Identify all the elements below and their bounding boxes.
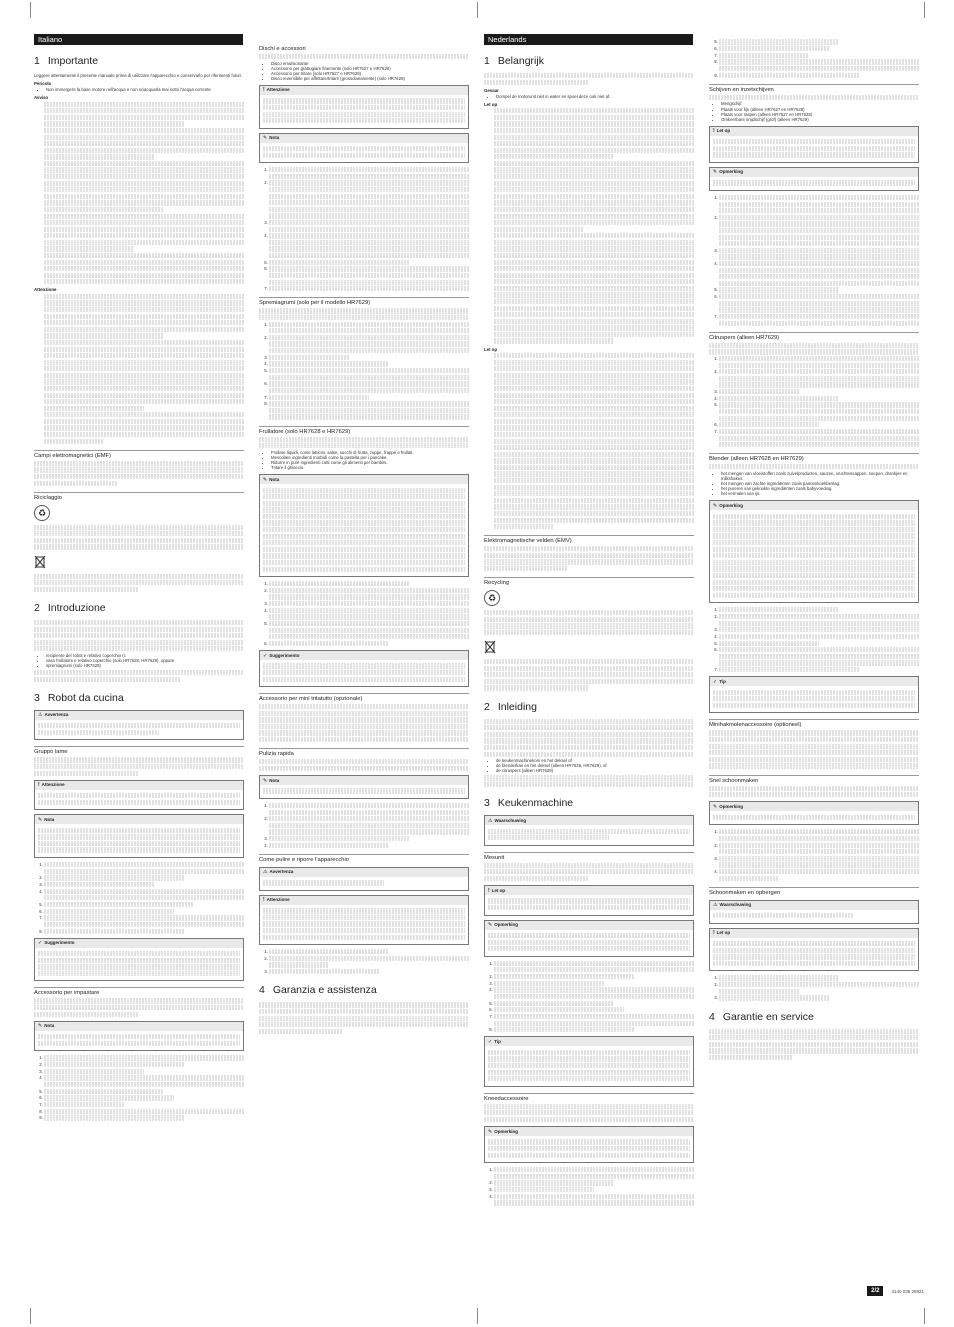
weee-logo — [484, 639, 694, 655]
step-list — [484, 1167, 694, 1205]
caution-icon: ! — [713, 930, 715, 937]
recycle-logo — [484, 590, 694, 606]
caution-box: ! Let op — [484, 885, 694, 916]
subsection-title: Spremiagrumi (solo per il modello HR7629) — [259, 297, 469, 306]
danger-list: • Non immergere la base motore nell'acqua e non sciacquarla mai sotto l'acqua corrente. — [34, 87, 244, 92]
subsection-title: Dischi e accessori — [259, 46, 306, 52]
page-dutch — [484, 34, 924, 1296]
caution-box: ! Let op — [709, 126, 919, 163]
blender-use-list: • het mengen van vloeistoffen zoals zuivelproducten, sauzen, vruchtensappen, soepen, drankjes en milkshakes. • het mengen van zachte ingrediënten zoals pannenkoekbeslag. • het pureren van gekookte ingrediënten zoals babyvoeding. • het vermalen van ijs. — [709, 471, 919, 496]
warning-icon: ⚠ — [713, 902, 718, 909]
disc-list: • Mengschijf • Plaats voor fijn (alleen HR7627 en HR7628) • Plaats voor raspen (alleen HR7627 en HR7628) • Omkeerbare snijdschijf (grof) (alleen HR7629) — [709, 101, 919, 121]
body-text-block — [484, 659, 694, 691]
subsection-title: Accessorio per impastare — [34, 987, 244, 996]
body-text-block — [259, 437, 469, 449]
section-title: 4 Garanzia e assistenza — [259, 984, 377, 997]
step-list — [34, 862, 244, 934]
page-footer — [867, 1286, 924, 1296]
subsection-title: Come pulire e riporre l'apparecchio — [259, 854, 469, 863]
note-icon: ✎ — [488, 922, 493, 929]
body-text-block — [34, 998, 244, 1016]
subsection-title: Kneedaccessoire — [484, 1093, 694, 1102]
crop-mark — [477, 1308, 478, 1324]
tip-box: ✓ Suggerimento — [34, 938, 244, 982]
note-box: ✎ Nota — [34, 814, 244, 858]
note-box: ✎ Opmerking — [709, 500, 919, 603]
subsection-title: Citruspers (alleen HR7629) — [709, 332, 919, 341]
body-text-block — [259, 704, 469, 742]
warning-icon: ⚠ — [263, 869, 268, 876]
section-title: 2 Inleiding — [484, 700, 537, 713]
body-text-block — [709, 730, 919, 768]
subheading: Gevaar — [484, 87, 499, 93]
crossed-bin-icon — [34, 554, 46, 570]
body-text-block — [34, 620, 244, 652]
subheading: Attenzione — [34, 287, 57, 293]
body-text-block — [484, 108, 694, 343]
body-text-block — [484, 610, 694, 635]
step-list — [484, 961, 694, 1033]
body-text-block — [34, 294, 244, 444]
tip-box: ✓ Suggerimento — [259, 650, 469, 687]
caution-icon: ! — [38, 782, 40, 789]
body-text-block — [34, 574, 244, 592]
body-text-block — [484, 353, 694, 529]
subheading: Avviso — [34, 95, 49, 101]
component-list: • recipiente del robot e relativo coperchio (c • vaso frullatore e relativo coperchio (solo HR7628, HR7629), oppure • spremiagrumi (solo HR7629) — [34, 653, 244, 668]
crop-mark — [924, 2, 925, 18]
note-icon: ✎ — [38, 816, 43, 823]
note-box: ✎ Nota — [259, 775, 469, 799]
body-text-block — [484, 719, 694, 757]
step-list — [709, 195, 919, 326]
caution-icon: ! — [488, 887, 490, 894]
subsection-title: Mesunit — [484, 852, 694, 861]
document-code: 3140 035 28921 — [891, 1288, 924, 1294]
note-icon: ✎ — [713, 502, 718, 509]
caution-icon: ! — [713, 128, 715, 135]
tip-icon: ✓ — [38, 940, 43, 947]
crop-mark — [477, 2, 478, 18]
subsection-title: Recycling — [484, 577, 694, 586]
note-icon: ✎ — [38, 1023, 43, 1030]
crop-mark — [30, 2, 31, 18]
note-box: ✎ Opmerking — [484, 1126, 694, 1163]
subsection-title: Schijven en inzetschijven — [709, 84, 919, 93]
caution-box: ! Attenzione — [259, 895, 469, 945]
crossed-bin-icon — [484, 639, 496, 655]
note-icon: ✎ — [488, 1128, 493, 1135]
warning-icon: ⚠ — [488, 817, 493, 824]
subsection-title: Accessorio per mini tritatutto (opzionale) — [259, 693, 469, 702]
note-icon: ✎ — [713, 803, 718, 810]
step-list — [709, 975, 919, 1000]
subsection-title: Campi elettromagnetici (EMF) — [34, 450, 244, 459]
crop-mark — [30, 1308, 31, 1324]
step-list — [709, 39, 919, 78]
body-text-block — [34, 670, 244, 682]
step-list — [709, 607, 919, 672]
note-box: ✎ Nota — [259, 474, 469, 577]
caution-box: ! Attenzione — [259, 85, 469, 129]
note-icon: ✎ — [263, 135, 268, 142]
note-icon: ✎ — [263, 777, 268, 784]
language-tab: Nederlands — [484, 34, 693, 45]
subheading: Let op — [484, 346, 498, 352]
section-title: 1 Importante — [34, 55, 99, 67]
blender-use-list: • Frullare liquidi, come latticini, salse, succhi di frutta, zuppe, frappè e frullati. • Mescolare ingredienti morbidi come la pastella per i pancake. • Ridurre in purè ingredienti cotti come gli alimenti per bambini. • Tritare il ghiaccio. — [259, 450, 469, 470]
note-icon: ✎ — [263, 476, 268, 483]
step-list — [259, 949, 469, 974]
warning-box: ⚠ Waarschuwing — [484, 815, 694, 846]
body-text-block — [34, 461, 244, 486]
subsection-title: Elektromagnetische velden (EMV) — [484, 535, 694, 544]
subsection-title: Pulizia rapida — [259, 748, 469, 757]
tip-icon: ✓ — [713, 678, 718, 685]
warning-box: ⚠ Waarschuwing — [709, 900, 919, 924]
body-text-block — [34, 757, 244, 775]
step-list — [259, 803, 469, 848]
body-text-block — [259, 759, 469, 771]
body-text-block — [709, 343, 919, 355]
warning-icon: ⚠ — [38, 712, 43, 719]
subsection-title: Riciclaggio — [34, 492, 244, 501]
section-title: 2 Introduzione — [34, 601, 106, 614]
body-text-block — [484, 546, 694, 571]
warning-box: ⚠ Avvertenza — [34, 710, 244, 741]
step-list — [259, 167, 469, 291]
body-text-block — [34, 102, 244, 285]
subheading: Pericolo — [34, 81, 52, 87]
tip-box: ✓ Tip — [709, 676, 919, 713]
section-title: 3 Robot da cucina — [34, 691, 124, 704]
column-1 — [484, 34, 694, 1208]
body-text-block — [709, 95, 919, 100]
danger-list: • Dompel de motorunit niet in water en spoel deze ook niet af. — [484, 94, 694, 99]
step-list — [259, 322, 469, 420]
tip-icon: ✓ — [263, 652, 268, 659]
column-1 — [34, 34, 244, 1123]
step-list — [259, 581, 469, 646]
caution-box: ! Let op — [709, 928, 919, 972]
section-title: 1 Belangrijk — [484, 55, 544, 67]
warning-box: ⚠ Avvertenza — [259, 867, 469, 891]
recycle-icon: ♻ — [34, 505, 50, 521]
recycle-icon: ♻ — [484, 590, 500, 606]
note-box: ✎ Nota — [259, 133, 469, 164]
body-text-block — [484, 1104, 694, 1122]
accessory-list: • Disco emulsionante • Accessorio per grattugiare finemente (solo HR7627 e HR7628) • Accessorio per tritare (solo HR7627 e HR7628) • Disco reversibile per affettare/tritare (grossolanamente) (solo HR7629) — [259, 61, 469, 81]
body-text-block — [484, 863, 694, 881]
body-text-block — [259, 1002, 469, 1034]
body-text-block — [259, 308, 469, 320]
intro-text: Leggere attentamente il presente manuale prima di utilizzare l'apparecchio e conservarlo per riferimenti futuri. — [34, 73, 243, 78]
subsection-title: Blender (alleen HR7628 en HR7629) — [709, 453, 919, 462]
body-text-block — [709, 464, 919, 469]
body-text-block — [259, 54, 469, 59]
body-text-block — [709, 1029, 919, 1061]
crop-mark — [924, 1308, 925, 1324]
weee-logo — [34, 554, 244, 570]
body-text-block — [484, 775, 694, 787]
recycle-logo — [34, 505, 244, 521]
caution-box: ! Attenzione — [34, 780, 244, 811]
step-list — [709, 356, 919, 447]
caution-icon: ! — [263, 897, 265, 904]
section-title: 4 Garantie en service — [709, 1010, 814, 1023]
subsection-title: Schoonmaken en opbergen — [709, 887, 919, 896]
subsection-title: Gruppo lame — [34, 746, 244, 755]
subheading: Let op — [484, 101, 498, 107]
subsection-title: Minihakmolenaccessoire (optioneel) — [709, 719, 919, 728]
body-text-block — [34, 525, 244, 550]
column-2 — [259, 38, 469, 1035]
note-box: ✎ Opmerking — [709, 167, 919, 191]
page-italian — [34, 34, 474, 1296]
tip-box: ✓ Tip — [484, 1036, 694, 1086]
note-box: ✎ Opmerking — [709, 801, 919, 825]
step-list — [34, 1055, 244, 1120]
body-text-block — [484, 73, 694, 85]
column-2 — [709, 38, 919, 1062]
step-list — [709, 829, 919, 881]
page-number: 2/2 — [867, 1286, 883, 1296]
note-box: ✎ Opmerking — [484, 920, 694, 957]
body-text-block — [709, 786, 919, 798]
component-list: • de keukenmachinekom en het deksel of • de blenderkan en het deksel (alleen HR7628, HR7629), of • de citruspers (alleen HR7629) — [484, 758, 694, 773]
section-title: 3 Keukenmachine — [484, 797, 574, 810]
tip-icon: ✓ — [488, 1038, 493, 1045]
note-box: ✎ Nota — [34, 1021, 244, 1052]
subsection-title: Frullatore (solo HR7628 e HR7629) — [259, 426, 469, 435]
caution-icon: ! — [263, 87, 265, 94]
subsection-title: Snel schoonmaken — [709, 775, 919, 784]
language-tab: Italiano — [34, 34, 243, 45]
note-icon: ✎ — [713, 169, 718, 176]
